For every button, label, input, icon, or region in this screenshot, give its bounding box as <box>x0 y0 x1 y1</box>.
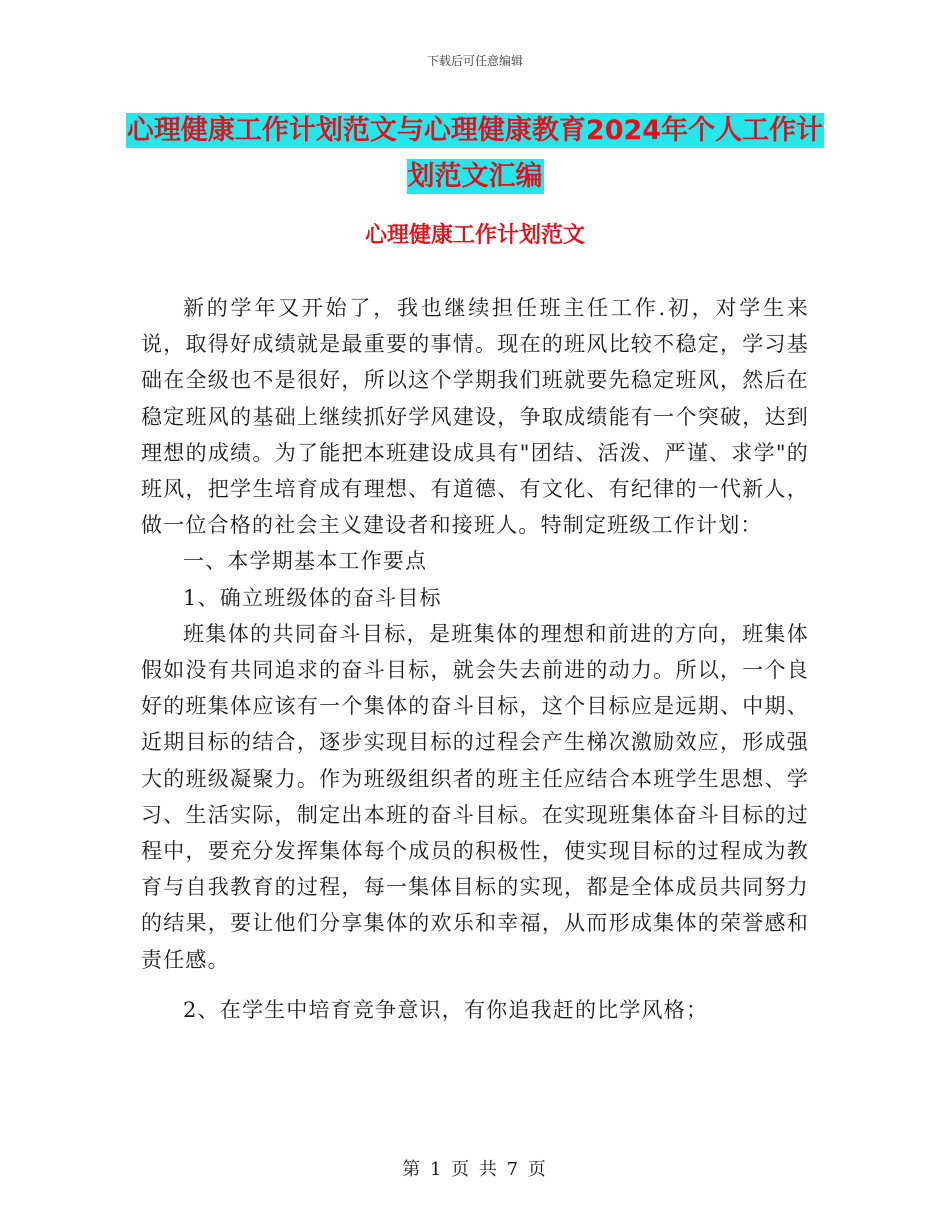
paragraph-intro: 新的学年又开始了，我也继续担任班主任工作.初，对学生来说，取得好成绩就是最重要的事情。现在的班风比较不稳定，学习基础在全级也不是很好，所以这个学期我们班就要先稳定班风，然后在稳定班风的基础上继续抓好学风建设，争取成绩能有一个突破，达到理想的成绩。为了能把本班建设成具有"团结、活泼、严谨、求学"的班风，把学生培育成有理想、有道德、有文化、有纪律的一代新人，做一位合格的社会主义建设者和接班人。特制定班级工作计划： <box>141 296 809 538</box>
document-body <box>141 290 809 1028</box>
document-title <box>120 108 830 200</box>
paragraph-subheading-1: 1、确立班级体的奋斗目标 <box>183 585 442 610</box>
paragraph-goal: 班集体的共同奋斗目标，是班集体的理想和前进的方向，班集体假如没有共同追求的奋斗目标，就会失去前进的动力。所以，一个良好的班集体应该有一个集体的奋斗目标，这个目标应是远期、中期、近期目标的结合，逐步实现目标的过程会产生梯次激励效应，形成强大的班级凝聚力。作为班级组织者的班主任应结合本班学生思想、学习、生活实际，制定出本班的奋斗目标。在实现班集体奋斗目标的过程中，要充分发挥集体每个成员的积极性，使实现目标的过程成为教育与自我教育的过程，每一集体目标的实现，都是全体成员共同努力的结果，要让他们分享集体的欢乐和幸福，从而形成集体的荣誉感和责任感。 <box>141 621 809 972</box>
paragraph-subheading-2: 2、在学生中培育竞争意识，有你追我赶的比学风格； <box>183 997 709 1022</box>
paragraph-heading-1: 一、本学期基本工作要点 <box>183 549 428 574</box>
section-title: 心理健康工作计划范文 <box>364 223 585 248</box>
page-header-note: 下载后可任意编辑 <box>426 54 523 68</box>
page-footer: 第 1 页 共 7 页 <box>402 1159 548 1180</box>
document-title-text: 心理健康工作计划范文与心理健康教育2024年个人工作计划范文汇编 <box>126 115 824 192</box>
